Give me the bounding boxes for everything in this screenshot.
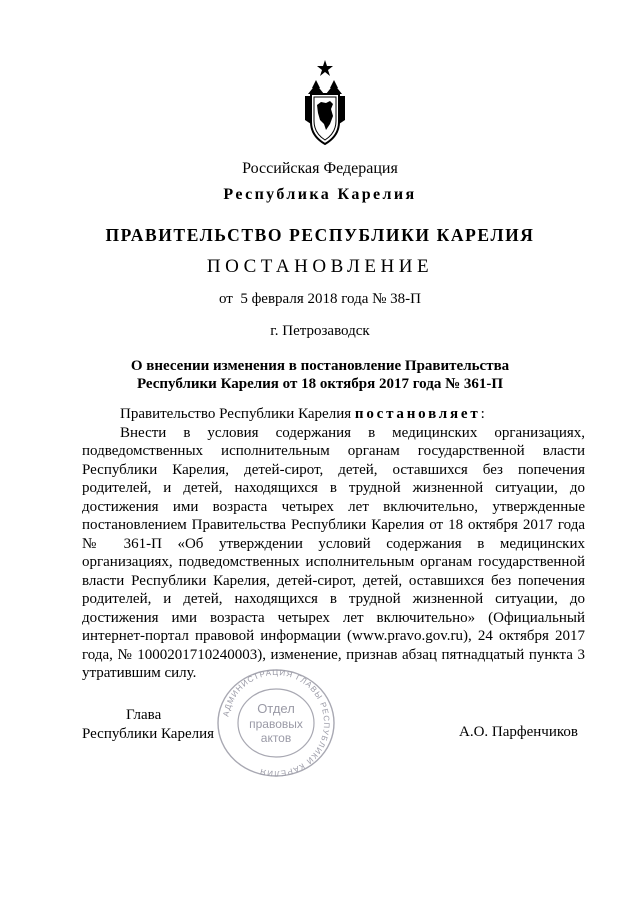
resolution-text: Внести в условия содержания в медицинских организациях, подведомственных исполнительным органам государственной власти Республики Карелия, детей-сирот, детей, оставшихся без попечения родителей, и детей, находящихся в трудной жизненной ситуации, до достижения ими возраста четырех лет включительно, утвержденные постановлением Правительства Республики Карелия от 18 октября 2017 года № 361-П «Об утверждении условий содержания в медицинских организациях, подведомственных исполнительным органам государственной власти Республики Карелия, детей-сирот, детей, оставшихся без попечения родителей, и детей, находящихся в трудной жизненной ситуации, до достижения ими возраста четырех лет включительно» (Официальный интернет-портал правовой информации (www.pravo.gov.ru), 24 октября 2017 года, № 1000201710240003), изменение, признав абзац пятнадцатый пункта 3 утратившим силу.: [82, 424, 585, 681]
stamp-line-2: правовых: [249, 717, 303, 731]
subject-line-1: О внесении изменения в постановление Правительства: [130, 358, 510, 374]
preamble-action: постановляет: [354, 406, 481, 422]
document-city: г. Петрозаводск: [270, 323, 370, 339]
karelia-coat-of-arms-icon: [302, 58, 348, 148]
document-type: ПОСТАНОВЛЕНИЕ: [206, 256, 434, 277]
republic-name: Республика Карелия: [223, 186, 417, 203]
signer-name: А.О. Парфенчиков: [459, 724, 578, 740]
stamp-ring-text: АДМИНИСТРАЦИЯ ГЛАВЫ РЕСПУБЛИКИ КАРЕЛИЯ: [221, 667, 332, 779]
government-name: ПРАВИТЕЛЬСТВО РЕСПУБЛИКИ КАРЕЛИЯ: [105, 225, 535, 245]
document-body: [82, 405, 585, 683]
official-stamp: [214, 667, 338, 779]
signer-position: [82, 706, 214, 743]
signer-position-line-1: Глава: [126, 707, 162, 723]
stamp-line-3: актов: [260, 731, 292, 745]
stamp-line-1: Отдел: [257, 701, 295, 716]
country-name: Российская Федерация: [242, 160, 398, 177]
preamble-end: :: [480, 406, 485, 422]
preamble: [82, 405, 585, 424]
document-date-number: от 5 февраля 2018 года № 38-П: [218, 291, 422, 307]
document-subject: [0, 357, 640, 393]
subject-line-2: Республики Карелия от 18 октября 2017 года № 361-П: [136, 376, 504, 392]
preamble-start: Правительство Республики Карелия: [120, 406, 355, 422]
signer-position-line-2: Республики Карелия: [82, 725, 215, 742]
